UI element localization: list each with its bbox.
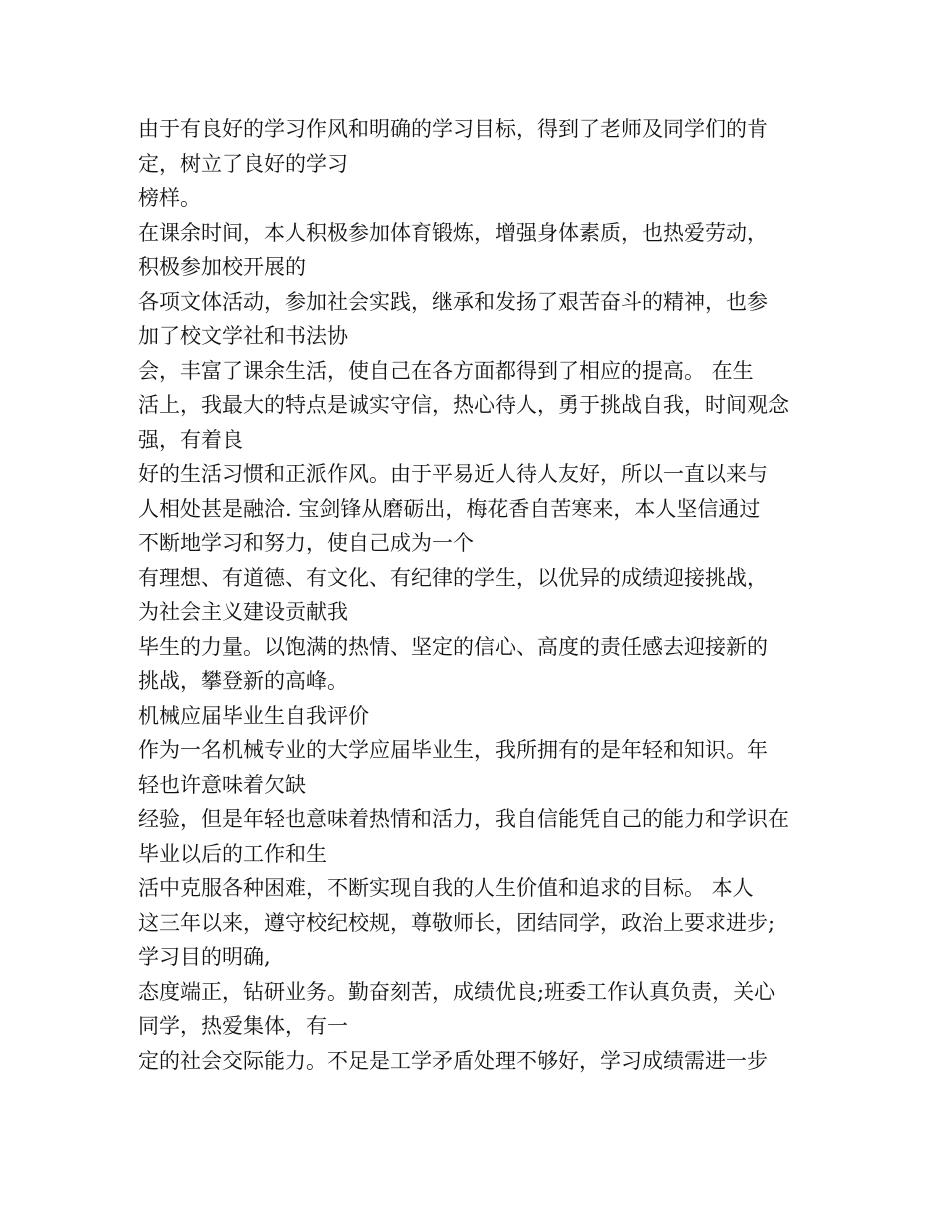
- text-line: 榜样。: [138, 186, 201, 210]
- text-line: 有理想、有道德、有文化、有纪律的学生，以优异的成绩迎接挑战，: [138, 565, 768, 590]
- section-heading: 机械应届毕业生自我评价: [138, 703, 369, 728]
- document-body: [138, 112, 818, 1078]
- text-line: 为社会主义建设贡献我: [138, 600, 348, 624]
- text-line: 挑战，攀登新的高峰。: [138, 669, 348, 693]
- text-line: 活上，我最大的特点是诚实守信，热心待人，勇于挑战自我，时间观念: [138, 393, 789, 417]
- text-line: 由于有良好的学习作风和明确的学习目标，得到了老师及同学们的肯: [138, 117, 768, 141]
- text-line: 经验，但是年轻也意味着热情和活力，我自信能凭自己的能力和学识在: [138, 807, 789, 831]
- text-line: 人相处甚是融洽. 宝剑锋从磨砺出，梅花香自苦寒来，本人坚信通过: [138, 496, 761, 521]
- text-line: 积极参加校开展的: [138, 255, 306, 279]
- text-line: 轻也许意味着欠缺: [138, 772, 306, 797]
- text-line: 定的社会交际能力。不足是工学矛盾处理不够好，学习成绩需进一步: [138, 1048, 768, 1073]
- text-line: 学习目的明确,: [138, 945, 271, 969]
- text-line: 强，有着良: [138, 427, 243, 452]
- text-line: 毕业以后的工作和生: [138, 841, 327, 866]
- text-line: 不断地学习和努力，使自己成为一个: [138, 531, 474, 555]
- text-line: 态度端正，钻研业务。勤奋刻苦，成绩优良;班委工作认真负责，关心: [138, 979, 776, 1004]
- text-line: 会，丰富了课余生活，使自己在各方面都得到了相应的提高。 在生: [138, 358, 754, 383]
- text-line: 同学，热爱集体，有一: [138, 1014, 348, 1038]
- text-line: 好的生活习惯和正派作风。由于平易近人待人友好，所以一直以来与: [138, 462, 768, 486]
- text-line: 活中克服各种困难，不断实现自我的人生价值和追求的目标。 本人: [138, 876, 754, 900]
- text-line: 定，树立了良好的学习: [138, 151, 348, 176]
- text-line: 加了校文学社和书法协: [138, 324, 348, 348]
- text-line: 这三年以来，遵守校纪校规，尊敬师长，团结同学，政治上要求进步;: [138, 910, 776, 935]
- text-line: 在课余时间，本人积极参加体育锻炼，增强身体素质，也热爱劳动，: [138, 220, 768, 245]
- text-line: 作为一名机械专业的大学应届毕业生，我所拥有的是年轻和知识。年: [138, 738, 768, 762]
- text-line: 各项文体活动，参加社会实践，继承和发扬了艰苦奋斗的精神，也参: [138, 289, 768, 314]
- text-line: 毕生的力量。以饱满的热情、坚定的信心、高度的责任感去迎接新的: [138, 634, 768, 659]
